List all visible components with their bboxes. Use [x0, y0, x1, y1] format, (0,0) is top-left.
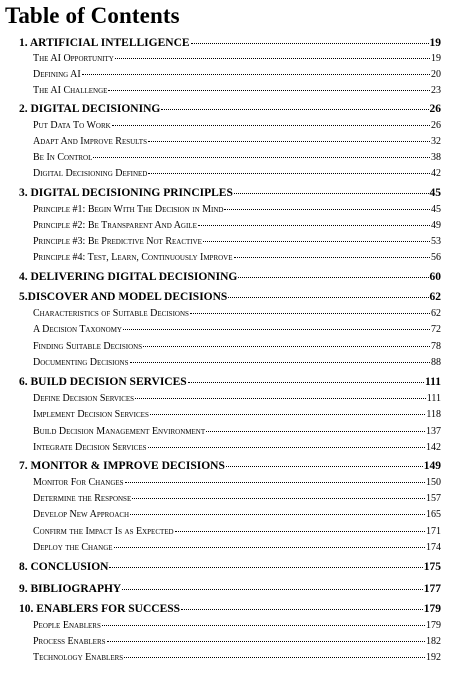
toc-chapter-entry[interactable]	[19, 460, 441, 472]
toc-page-number: 179	[426, 620, 441, 631]
dot-leader	[203, 240, 430, 242]
toc-page-number: 165	[426, 509, 441, 520]
toc-entry-label: Process Enablers	[33, 636, 106, 647]
toc-section-entry[interactable]	[33, 442, 441, 453]
toc-entry-label: The AI Opportunity	[33, 53, 114, 64]
toc-chapter-entry[interactable]	[19, 603, 441, 615]
toc-entry-label: Monitor For Changes	[33, 477, 124, 488]
toc-entry-label: Documenting Decisions	[33, 357, 129, 368]
toc-section-entry[interactable]	[33, 204, 441, 215]
toc-page-number: 42	[431, 168, 441, 179]
dot-leader	[148, 172, 430, 174]
toc-section-entry[interactable]	[33, 477, 441, 488]
toc-page-number: 149	[423, 460, 441, 472]
toc-page-number: 45	[429, 187, 441, 199]
toc-section-entry[interactable]	[33, 357, 441, 368]
toc-section-entry[interactable]	[33, 542, 441, 553]
toc-entry-label: 8. CONCLUSION	[19, 561, 109, 573]
toc-page-number: 45	[431, 204, 441, 215]
toc-entry-label: People Enablers	[33, 620, 101, 631]
dot-leader	[130, 513, 425, 515]
toc-page-number: 118	[426, 409, 441, 420]
toc-entry-label: Implement Decision Services	[33, 409, 149, 420]
toc-page-number: 72	[431, 324, 441, 335]
dot-leader	[93, 156, 430, 158]
toc-page-number: 19	[429, 37, 441, 49]
dot-leader	[82, 73, 430, 75]
toc-page-number: 26	[429, 103, 441, 115]
toc-entry-label: 5.DISCOVER AND MODEL DECISIONS	[19, 291, 228, 303]
toc-section-entry[interactable]	[33, 308, 441, 319]
toc-page-number: 20	[431, 69, 441, 80]
dot-leader	[190, 312, 430, 314]
toc-entry-label: Build Decision Management Environment	[33, 426, 206, 437]
toc-section-entry[interactable]	[33, 120, 441, 131]
toc-page-number: 19	[431, 53, 441, 64]
toc-section-entry[interactable]	[33, 636, 441, 647]
toc-chapter-entry[interactable]	[19, 187, 441, 199]
dot-leader	[234, 192, 429, 194]
toc-entry-label: The AI Challenge	[33, 85, 108, 96]
toc-page-number: 49	[431, 220, 441, 231]
page-title: Table of Contents	[5, 3, 180, 28]
toc-entry-label: Integrate Decision Services	[33, 442, 147, 453]
dot-leader	[114, 546, 425, 548]
toc-page-number: 88	[431, 357, 441, 368]
toc-entry-label: Deploy the Change	[33, 542, 113, 553]
toc-page-number: 62	[431, 308, 441, 319]
toc-page-number: 150	[426, 477, 441, 488]
toc-page-number: 137	[426, 426, 441, 437]
dot-leader	[228, 296, 428, 298]
toc-section-entry[interactable]	[33, 652, 441, 663]
toc-page-number: 26	[431, 120, 441, 131]
toc-entry-label: 2. DIGITAL DECISIONING	[19, 103, 161, 115]
toc-chapter-entry[interactable]	[19, 271, 441, 283]
toc-chapter-entry[interactable]	[19, 376, 441, 388]
dot-leader	[148, 446, 426, 448]
dot-leader	[206, 430, 425, 432]
dot-leader	[123, 328, 430, 330]
toc-section-entry[interactable]	[33, 53, 441, 64]
dot-leader	[226, 465, 423, 467]
toc-entry-label: Develop New Approach	[33, 509, 130, 520]
toc-page-number: 171	[426, 526, 441, 537]
toc-section-entry[interactable]	[33, 168, 441, 179]
dot-leader	[132, 497, 425, 499]
toc-section-entry[interactable]	[33, 136, 441, 147]
toc-entry-label: Principle #2: Be Transparent And Agile	[33, 220, 197, 231]
dot-leader	[130, 361, 431, 363]
toc-page-number: 111	[426, 393, 441, 404]
dot-leader	[124, 656, 425, 658]
dot-leader	[112, 124, 430, 126]
dot-leader	[224, 208, 430, 210]
toc-entry-label: 7. MONITOR & IMPROVE DECISIONS	[19, 460, 225, 472]
toc-entry-label: Characteristics of Suitable Decisions	[33, 308, 189, 319]
toc-page-number: 60	[429, 271, 441, 283]
toc-section-entry[interactable]	[33, 393, 441, 404]
dot-leader	[143, 345, 430, 347]
toc-section-entry[interactable]	[33, 620, 441, 631]
toc-page-number: 56	[431, 252, 441, 263]
dot-leader	[115, 57, 430, 59]
dot-leader	[148, 140, 430, 142]
dot-leader	[191, 42, 429, 44]
toc-section-entry[interactable]	[33, 509, 441, 520]
toc-entry-label: Technology Enablers	[33, 652, 124, 663]
toc-entry-label: Put Data To Work	[33, 120, 111, 131]
toc-entry-label: Adapt And Improve Results	[33, 136, 147, 147]
dot-leader	[109, 566, 422, 568]
dot-leader	[198, 224, 430, 226]
dot-leader	[108, 89, 430, 91]
dot-leader	[175, 530, 425, 532]
toc-section-entry[interactable]	[33, 152, 441, 163]
dot-leader	[188, 381, 424, 383]
dot-leader	[234, 256, 430, 258]
toc-section-entry[interactable]	[33, 526, 441, 537]
toc-section-entry[interactable]	[33, 324, 441, 335]
toc-page-number: 174	[426, 542, 441, 553]
toc-section-entry[interactable]	[33, 252, 441, 263]
toc-entry-label: 1. ARTIFICIAL INTELLIGENCE	[19, 37, 190, 49]
toc-section-entry[interactable]	[33, 409, 441, 420]
toc-entry-label: Determine the Response	[33, 493, 132, 504]
toc-page-number: 53	[431, 236, 441, 247]
toc-entry-label: Digital Decisioning Defined	[33, 168, 148, 179]
toc-entry-label: Be In Control	[33, 152, 93, 163]
toc-page-number: 179	[423, 603, 441, 615]
toc-entry-label: 9. BIBLIOGRAPHY	[19, 583, 122, 595]
dot-leader	[238, 276, 428, 278]
toc-entry-label: Principle #4: Test, Learn, Continuously Improve	[33, 252, 233, 263]
toc-page-number: 177	[423, 583, 441, 595]
toc-chapter-entry[interactable]	[19, 561, 441, 573]
toc-entry-label: 3. DIGITAL DECISIONING PRINCIPLES	[19, 187, 233, 199]
toc-page-number: 142	[426, 442, 441, 453]
dot-leader	[161, 108, 428, 110]
toc-entry-label: 4. DELIVERING DIGITAL DECISIONING	[19, 271, 238, 283]
toc-entry-label: A Decision Taxonomy	[33, 324, 122, 335]
toc-page-number: 78	[431, 341, 441, 352]
toc-entry-label: 10. ENABLERS FOR SUCCESS	[19, 603, 181, 615]
dot-leader	[181, 608, 423, 610]
toc-page-number: 157	[426, 493, 441, 504]
toc-chapter-entry[interactable]	[19, 291, 441, 303]
toc-page-number: 32	[431, 136, 441, 147]
toc-page-number: 192	[426, 652, 441, 663]
toc-entry-label: 6. BUILD DECISION SERVICES	[19, 376, 187, 388]
toc-chapter-entry[interactable]	[19, 37, 441, 49]
toc-page-number: 23	[431, 85, 441, 96]
dot-leader	[125, 481, 425, 483]
toc-page-number: 175	[423, 561, 441, 573]
toc-section-entry[interactable]	[33, 236, 441, 247]
toc-entry-label: Principle #1: Begin With The Decision in Mind	[33, 204, 224, 215]
dot-leader	[135, 397, 426, 399]
dot-leader	[107, 640, 425, 642]
dot-leader	[102, 624, 425, 626]
toc-section-entry[interactable]	[33, 85, 441, 96]
toc-chapter-entry[interactable]	[19, 103, 441, 115]
toc-page-number: 182	[426, 636, 441, 647]
toc-entry-label: Finding Suitable Decisions	[33, 341, 143, 352]
toc-section-entry[interactable]	[33, 220, 441, 231]
toc-chapter-entry[interactable]	[19, 583, 441, 595]
dot-leader	[122, 588, 423, 590]
toc-section-entry[interactable]	[33, 69, 441, 80]
toc-entry-label: Confirm the Impact Is as Expected	[33, 526, 174, 537]
toc-page-number: 62	[429, 291, 441, 303]
toc-entry-label: Defining AI	[33, 69, 81, 80]
toc-entry-label: Principle #3: Be Predictive Not Reactive	[33, 236, 202, 247]
toc-section-entry[interactable]	[33, 426, 441, 437]
toc-page-number: 111	[425, 376, 441, 388]
toc-page-number: 38	[431, 152, 441, 163]
toc-section-entry[interactable]	[33, 341, 441, 352]
dot-leader	[150, 413, 426, 415]
toc-section-entry[interactable]	[33, 493, 441, 504]
toc-entry-label: Define Decision Services	[33, 393, 135, 404]
